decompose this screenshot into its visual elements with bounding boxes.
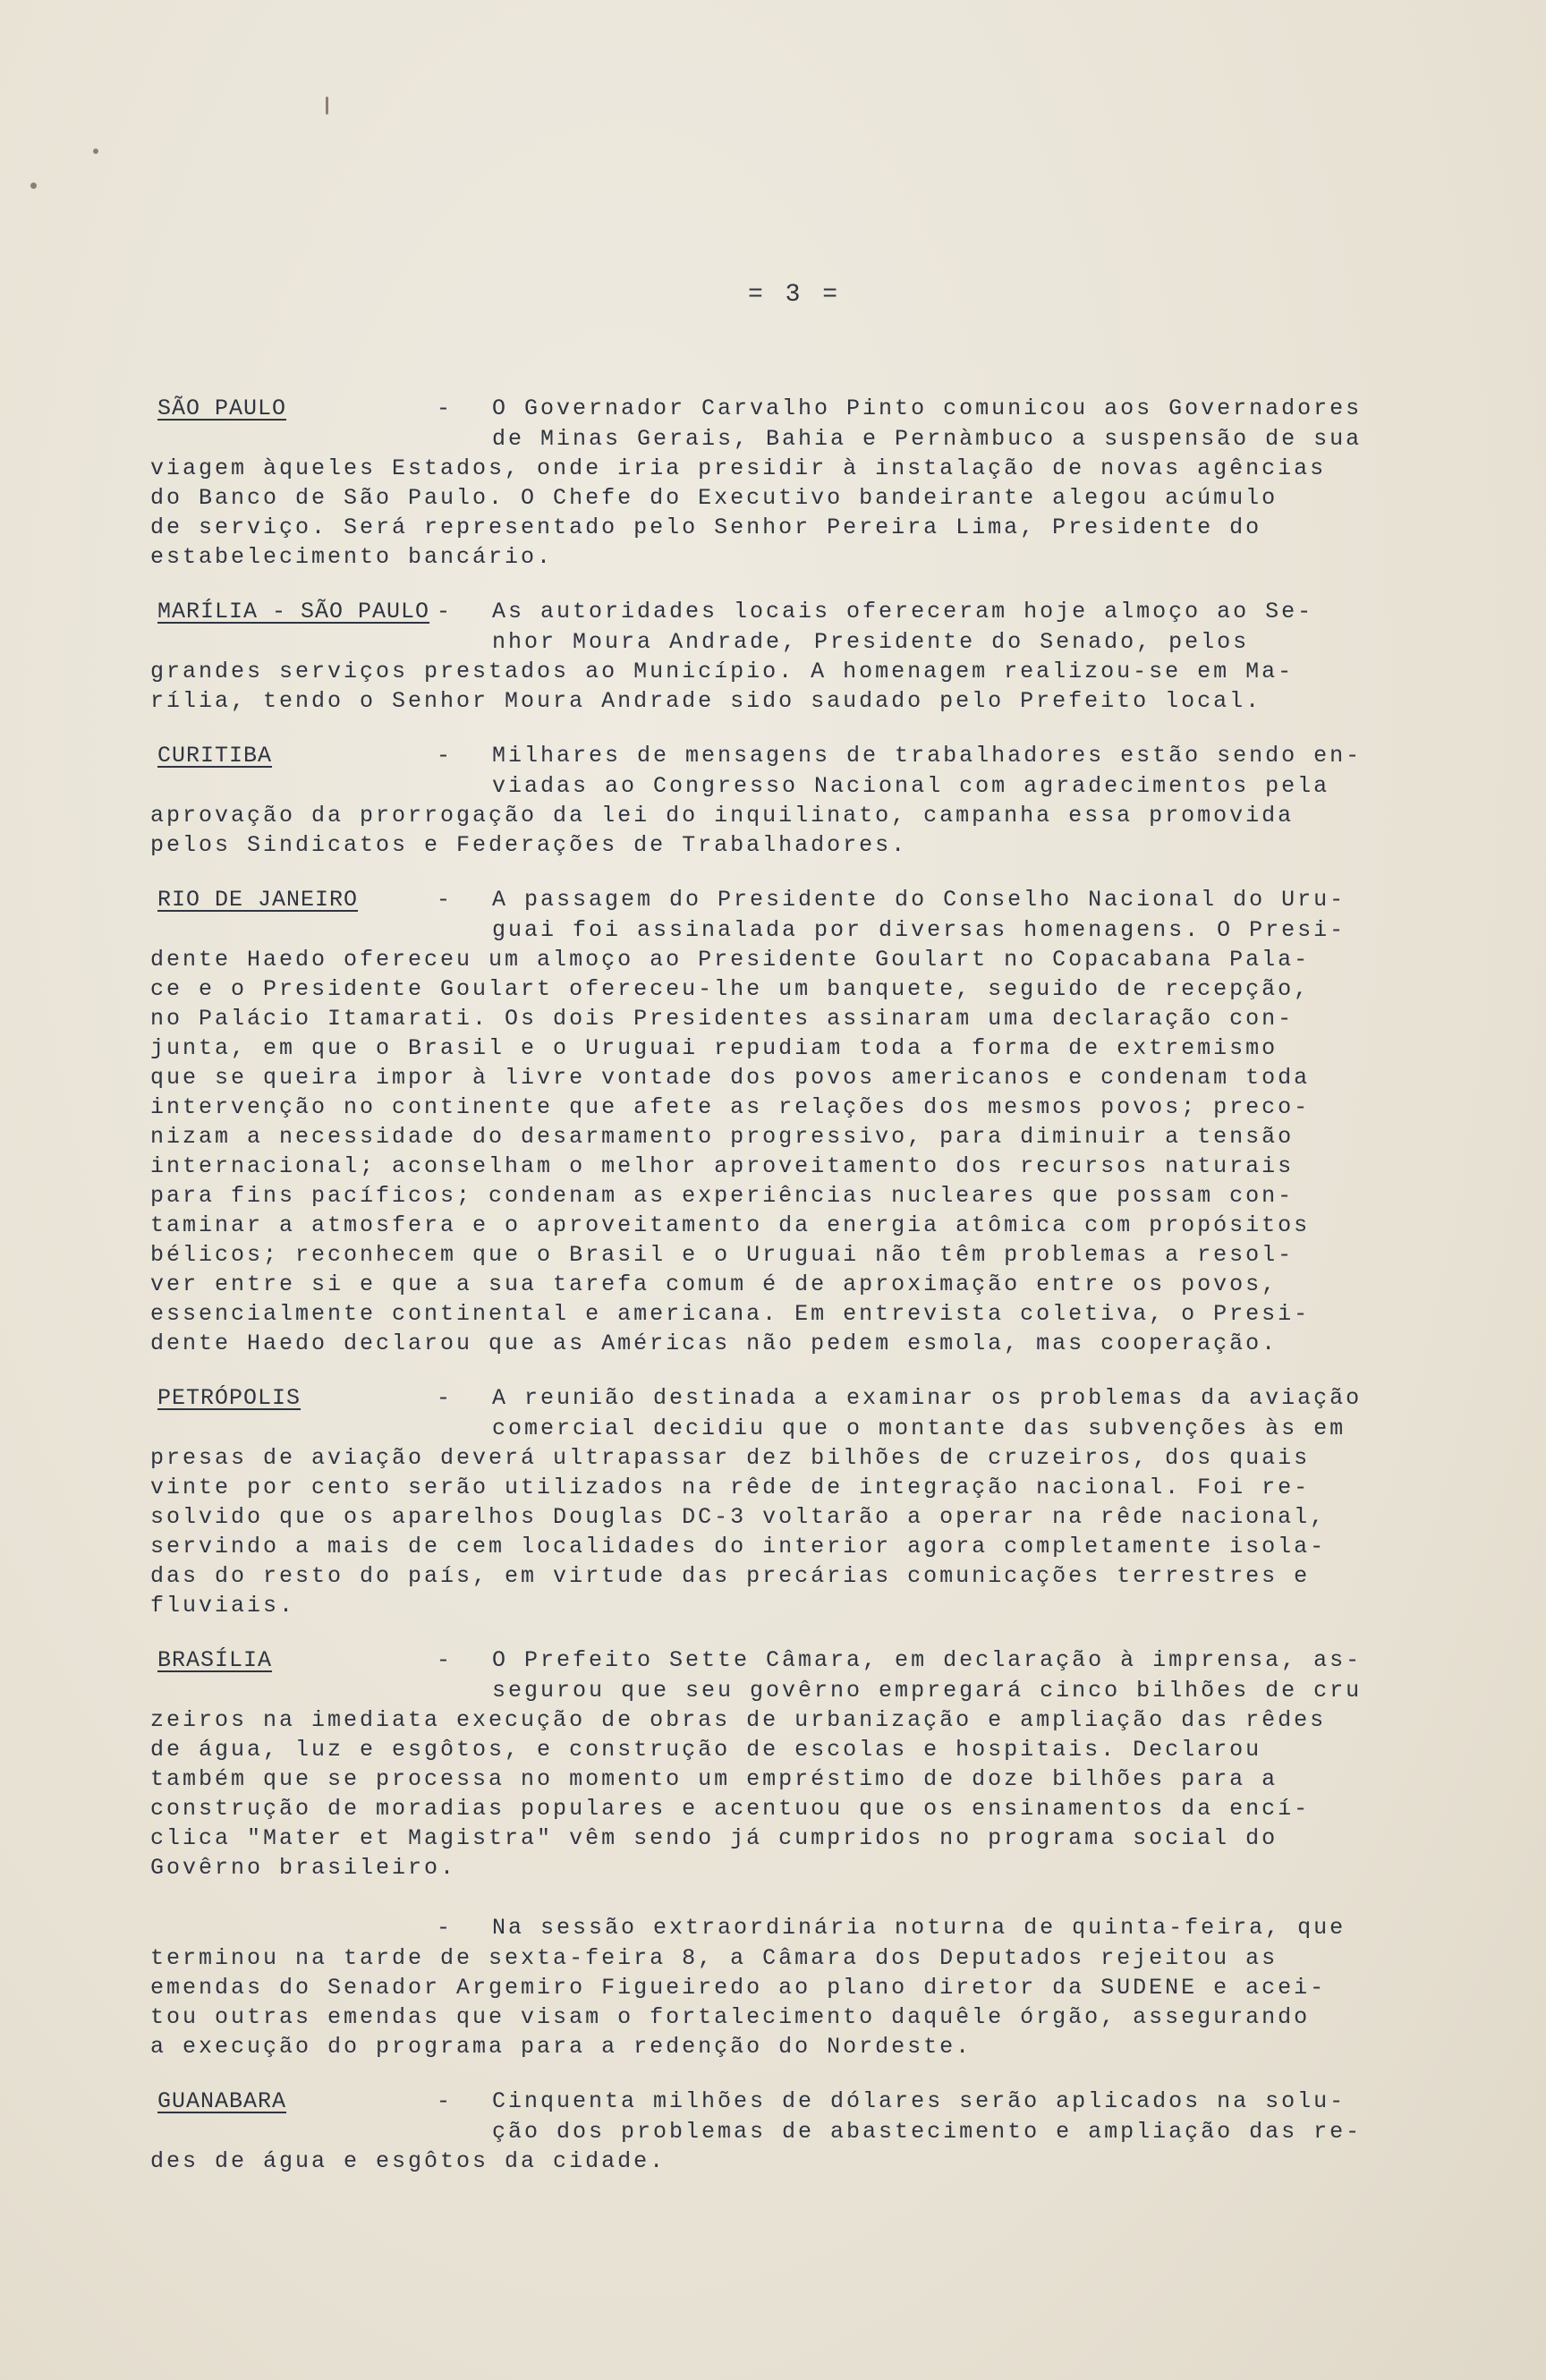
place-heading: GUANABARA (157, 2088, 287, 2114)
place-heading: CURITIBA (157, 743, 273, 769)
news-entry (150, 394, 1465, 572)
entry-first-line: A passagem do Presidente do Conselho Nacional do Uru- (492, 887, 1346, 913)
paper-speck (93, 149, 98, 154)
entry-text-line: estabelecimento bancário. (150, 544, 554, 570)
entry-text-line: também que se processa no momento um empréstimo de doze bilhões para a (150, 1766, 1278, 1792)
entry-heading-line (150, 1383, 1465, 1414)
entry-first-line: As autoridades locais ofereceram hoje almoço ao Se- (492, 599, 1314, 625)
entry-heading-line (150, 597, 1465, 627)
entry-text-line: nhor Moura Andrade, Presidente do Senado, pelos (492, 629, 1250, 655)
entry-text-line: de água, luz e esgôtos, e construção de escolas e hospitais. Declarou (150, 1737, 1262, 1763)
heading-dash: - (437, 1647, 454, 1673)
entry-text-line: segurou que seu govêrno empregará cinco bilhões de cru (492, 1678, 1363, 1704)
entry-text-line: tou outras emendas que visam o fortalecimento daquêle órgão, assegurando (150, 2004, 1311, 2030)
entry-first-line: O Governador Carvalho Pinto comunicou aos Governadores (492, 395, 1363, 421)
heading-dash: - (437, 2088, 454, 2114)
entry-heading-line (150, 1913, 1465, 1943)
news-entry (150, 885, 1465, 1358)
entry-text-line: ver entre si e que a sua tarefa comum é de aproximação entre os povos, (150, 1271, 1278, 1297)
entry-first-line: Na sessão extraordinária noturna de quinta-feira, que (492, 1915, 1346, 1941)
entry-text-line: emendas do Senador Argemiro Figueiredo ao plano diretor da SUDENE e acei- (150, 1975, 1327, 2001)
entry-heading-line (150, 1645, 1465, 1676)
entry-text-line: de Minas Gerais, Bahia e Pernàmbuco a suspensão de sua (492, 426, 1363, 452)
heading-dash: - (437, 599, 454, 625)
place-heading: PETRÓPOLIS (157, 1385, 302, 1411)
entry-text-line: zeiros na imediata execução de obras de urbanização e ampliação das rêdes (150, 1707, 1327, 1733)
entry-text-line: internacional; aconselham o melhor aproveitamento dos recursos naturais (150, 1153, 1295, 1179)
entry-text-line: comercial decidiu que o montante das subvenções às em (492, 1415, 1346, 1441)
entry-text-line: grandes serviços prestados ao Município. A homenagem realizou-se em Ma- (150, 659, 1295, 684)
entry-heading-line (150, 394, 1465, 424)
entry-heading-line (150, 741, 1465, 771)
entry-text-line: intervenção no continente que afete as relações dos mesmos povos; preco- (150, 1094, 1311, 1120)
entry-text-line: viadas ao Congresso Nacional com agradecimentos pela (492, 773, 1330, 799)
entry-text-line: fluviais. (150, 1593, 296, 1619)
entry-text-line: a execução do programa para a redenção do Nordeste. (150, 2034, 973, 2060)
entry-text-line: presas de aviação deverá ultrapassar dez bilhões de cruzeiros, dos quais (150, 1445, 1311, 1471)
entry-text-line: rília, tendo o Senhor Moura Andrade sido saudado pelo Prefeito local. (150, 688, 1262, 714)
paper-speck (30, 183, 37, 189)
entry-text-line: construção de moradias populares e acentuou que os ensinamentos da encí- (150, 1796, 1311, 1822)
entry-first-line: Milhares de mensagens de trabalhadores estão sendo en- (492, 743, 1363, 769)
entry-text-line: viagem àqueles Estados, onde iria presidir à instalação de novas agências (150, 455, 1327, 481)
entry-text-line: ce e o Presidente Goulart ofereceu-lhe um banquete, seguido de recepção, (150, 976, 1311, 1002)
entry-text-line: Govêrno brasileiro. (150, 1855, 457, 1881)
entry-text-line: taminar a atmosfera e o aproveitamento da energia atômica com propósitos (150, 1212, 1311, 1238)
entry-text-line: dente Haedo declarou que as Américas não pedem esmola, mas cooperação. (150, 1330, 1278, 1356)
entry-text-line: vinte por cento serão utilizados na rêde de integração nacional. Foi re- (150, 1475, 1311, 1500)
place-heading: RIO DE JANEIRO (157, 887, 359, 913)
entry-text-line: das do resto do país, em virtude das precárias comunicações terrestres e (150, 1563, 1311, 1589)
news-entry (150, 1645, 1465, 1883)
entry-text-line: terminou na tarde de sexta-feira 8, a Câmara dos Deputados rejeitou as (150, 1945, 1278, 1971)
paper-speck (326, 97, 328, 115)
document-body (150, 394, 1465, 2201)
entry-text-line: aprovação da prorrogação da lei do inquilinato, campanha essa promovida (150, 803, 1295, 829)
entry-text-line: essencialmente continental e americana. Em entrevista coletiva, o Presi- (150, 1301, 1311, 1327)
entry-first-line: Cinquenta milhões de dólares serão aplicados na solu- (492, 2088, 1346, 2114)
entry-text-line: dente Haedo ofereceu um almoço ao Presidente Goulart no Copacabana Pala- (150, 947, 1311, 973)
entry-text-line: guai foi assinalada por diversas homenagens. O Presi- (492, 917, 1346, 943)
entry-text-line: bélicos; reconhecem que o Brasil e o Uruguai não têm problemas a resol- (150, 1242, 1295, 1268)
news-entry (150, 2087, 1465, 2176)
entry-text-line: de serviço. Será representado pelo Senhor Pereira Lima, Presidente do (150, 514, 1262, 540)
place-heading: MARÍLIA - SÃO PAULO (157, 599, 430, 625)
entry-text-line: que se queira impor à livre vontade dos povos americanos e condenam toda (150, 1065, 1311, 1091)
entry-first-line: A reunião destinada a examinar os problemas da aviação (492, 1385, 1363, 1411)
news-entry (150, 1913, 1465, 2061)
entry-text-line: ção dos problemas de abastecimento e ampliação das re- (492, 2119, 1363, 2145)
entry-first-line: O Prefeito Sette Câmara, em declaração à imprensa, as- (492, 1647, 1363, 1673)
place-heading: BRASÍLIA (157, 1647, 273, 1673)
entry-heading-line (150, 885, 1465, 915)
heading-dash: - (437, 395, 454, 421)
heading-dash: - (437, 1915, 454, 1941)
page-number: = 3 = (748, 281, 842, 309)
heading-dash: - (437, 743, 454, 769)
news-entry (150, 1383, 1465, 1620)
news-entry (150, 597, 1465, 716)
entry-text-line: junta, em que o Brasil e o Uruguai repudiam toda a forma de extremismo (150, 1035, 1278, 1061)
heading-dash: - (437, 887, 454, 913)
entry-text-line: nizam a necessidade do desarmamento progressivo, para diminuir a tensão (150, 1124, 1295, 1150)
news-entry (150, 741, 1465, 860)
entry-text-line: solvido que os aparelhos Douglas DC-3 voltarão a operar na rêde nacional, (150, 1504, 1327, 1530)
entry-text-line: des de água e esgôtos da cidade. (150, 2148, 667, 2174)
entry-text-line: clica "Mater et Magistra" vêm sendo já cumpridos no programa social do (150, 1825, 1278, 1851)
heading-dash: - (437, 1385, 454, 1411)
entry-text-line: pelos Sindicatos e Federações de Trabalhadores. (150, 832, 908, 858)
entry-heading-line (150, 2087, 1465, 2117)
entry-text-line: servindo a mais de cem localidades do interior agora completamente isola- (150, 1534, 1327, 1560)
entry-text-line: do Banco de São Paulo. O Chefe do Executivo bandeirante alegou acúmulo (150, 485, 1278, 511)
place-heading: SÃO PAULO (157, 395, 287, 421)
entry-text-line: para fins pacíficos; condenam as experiências nucleares que possam con- (150, 1183, 1295, 1209)
entry-text-line: no Palácio Itamarati. Os dois Presidentes assinaram uma declaração con- (150, 1006, 1295, 1032)
